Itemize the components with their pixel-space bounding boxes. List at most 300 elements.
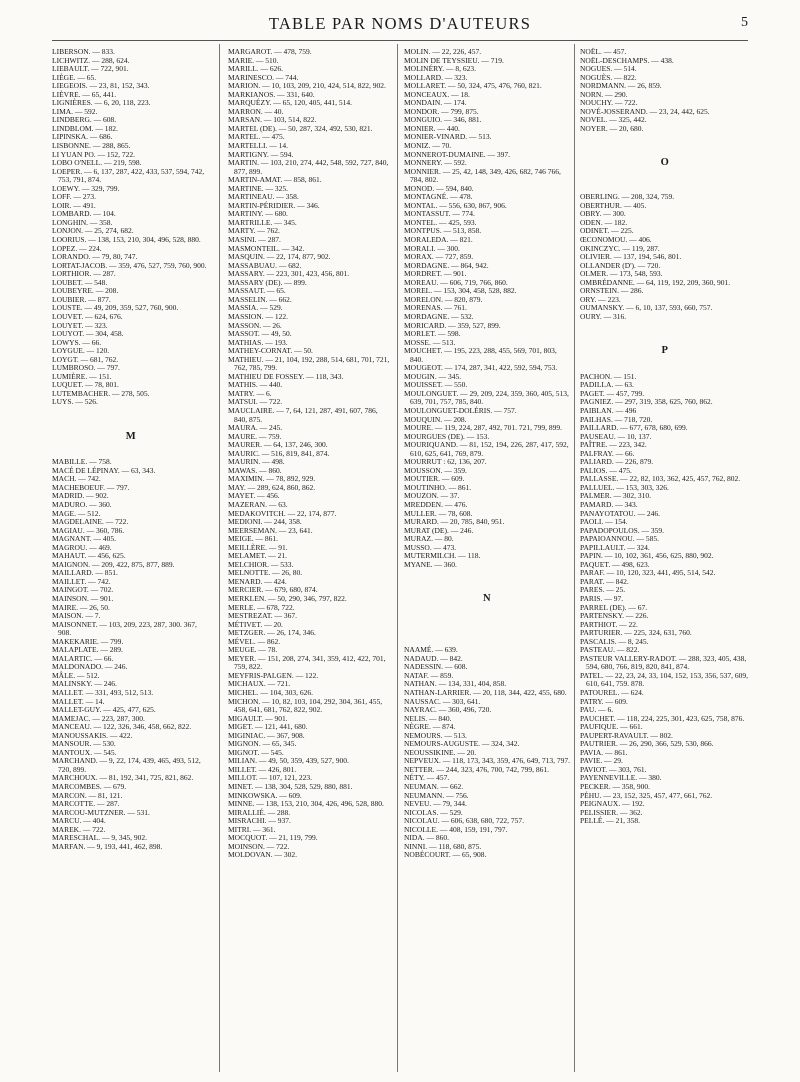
index-entry: MONOD. — 594, 840. [404,183,474,193]
index-entry: MAINGOT. — 702. [52,585,114,595]
section-letter: M [125,430,137,442]
index-entry: NICOLLE. — 408, 159, 191, 797. [404,824,508,834]
index-entry: NORN. — 290. [580,89,628,99]
index-entry: MASQUIN. — 22, 174, 877, 902. [228,252,331,262]
index-column-4 [580,48,750,826]
index-entry: MELCHIOR. — 533. [228,559,294,569]
index-entry: MONGUIO. — 346, 881. [404,115,482,125]
index-entry: NEUMAN. — 662. [404,782,464,792]
index-entry: NATHAN. — 134, 331, 404, 858. [404,679,507,689]
index-entry: MIGINIAC. — 367, 908. [228,730,305,740]
index-entry: MOUTINHO. — 861. [404,482,472,492]
index-entry: MOLINÉRY. — 8, 623. [404,64,476,74]
index-entry: MASSARY (DE). — 899. [228,277,307,287]
index-entry: LIGNIÈRES. — 6, 20, 118, 223. [52,98,151,108]
index-entry: MORAX. — 727, 859. [404,252,474,262]
index-entry: MOUSSON. — 359. [404,465,467,475]
index-entry: MOURIQUAND. — 81, 152, 194, 226, 287, 417, 592, 610, 625, 641, 769, 879. [404,440,569,458]
index-entry: MAGNANT. — 405. [52,534,117,544]
index-entry: NAAMÉ. — 639. [404,645,458,655]
index-entry: MOLIN DE TEYSSIEU. — 719. [404,55,504,65]
index-column-1 [52,48,210,851]
index-entry: NOGUÈS. — 822. [580,72,637,82]
index-entry: NELIS. — 840. [404,713,452,723]
index-entry: OURY. — 316. [580,311,627,321]
index-entry: PASTEAU. — 822. [580,645,640,655]
index-entry: MARTELLI. — 14. [228,141,288,151]
index-entry: MARRON. — 40. [228,106,284,116]
index-entry: MURAT (DE). — 246. [404,525,474,535]
spacer [52,416,210,425]
index-entry: PAILLARD. — 677, 678, 680, 699. [580,423,688,433]
index-entry: MAYET. — 456. [228,491,280,501]
index-entry: MOULONGUET. — 29, 209, 224, 359, 360, 405, 513, 639, 701, 757, 785, 840. [404,388,569,407]
column-divider [574,44,575,1072]
index-entry: LOYGT. — 681, 762. [52,354,119,364]
index-entry: PACHON. — 151. [580,371,637,381]
index-entry: PATOUREL. — 624. [580,688,644,698]
index-entry: PAIBLAN. — 496 [580,405,637,415]
index-entry: MARTY. — 762. [228,226,280,236]
index-entry: MOULONGUET-DOLÉRIS. — 757. [404,405,517,415]
index-entry: MATHIS. — 440. [228,380,283,390]
index-entry: LUQUET. — 78, 801. [52,380,119,390]
index-entry: MACHEBOEUF. — 797. [52,482,130,492]
index-entry: LICHWITZ. — 288, 624. [52,55,130,65]
index-entry: MAISON. — 7. [52,611,101,621]
index-entry: MAIRE. — 26, 50. [52,602,110,612]
spacer [404,569,570,578]
index-entry: LOUVET. — 624, 676. [52,311,123,321]
index-entry: ŒCONOMOU. — 406. [580,235,652,245]
index-entry: NEOUSSIKINE. — 20. [404,747,477,757]
index-entry: MONIER. — 440. [404,123,460,133]
index-entry: MARION. — 10, 103, 209, 210, 424, 514, 822, 902. [228,81,386,91]
index-entry: MASINI. — 287. [228,235,281,245]
index-entry: PELLÉ. — 21, 358. [580,816,640,826]
index-entry: MUSSO. — 473. [404,542,457,552]
spacer [580,142,750,151]
index-entry: LIMA. — 592. [52,106,98,116]
index-entry: MARTIN. — 103, 210, 274, 442, 548, 592, 727, 840, 877, 899. [228,158,389,176]
index-entry: MADURO. — 360. [52,499,112,509]
index-entry: PAGET. — 457, 799. [580,388,645,398]
index-entry: MÉVEL. — 862. [228,636,281,646]
index-entry: MÉTIVET. — 20. [228,619,283,629]
index-entry: MERKLEN. — 50, 290, 346, 797, 822. [228,594,347,603]
index-entry: MATHEY-CORNAT. — 50. [228,346,313,356]
index-entry: MONNERY. — 592. [404,158,467,168]
index-entry: MARTIGNY. — 594. [228,149,294,159]
index-entry: PARAF. — 10, 120, 323, 441, 495, 514, 542. [580,568,716,578]
index-entry: MONDAIN. — 174. [404,98,467,108]
index-entry: MACH. — 742. [52,474,101,484]
index-entry: MELNOTTE. — 26, 80. [228,568,303,578]
index-entry: MASSELIN. — 662. [228,294,292,304]
index-entry: MACÉ DE LÉPINAY. — 63, 343. [52,465,156,475]
index-entry: LOYGUE. — 120. [52,346,110,356]
index-entry: MINET. — 138, 304, 528, 529, 880, 881. [228,782,353,792]
index-entry: PALIARD. — 226, 879. [580,457,654,467]
index-entry: METZGER. — 26, 174, 346. [228,628,316,638]
index-entry: MONCEAUX. — 18. [404,89,470,99]
index-entry: PALFRAY. — 66. [580,448,635,458]
index-entry: MICHEL. — 104, 303, 626. [228,688,313,698]
index-entry: LIÈVRE. — 65, 441. [52,89,117,99]
index-entry: MOLDOVAN. — 302. [228,850,298,860]
index-entry: MERCIER. — 679, 680, 874. [228,585,318,595]
index-entry: MATSUI. — 722. [228,397,283,407]
index-entry: MONIER-VINARD. — 513. [404,132,492,142]
spacer [580,168,750,177]
index-entry: MANSOUR. — 530. [52,739,116,749]
index-entry: MITRI. — 361. [228,824,276,834]
index-entry: PALIOS. — 475. [580,465,632,475]
index-entry: MARTINE. — 325. [228,183,288,193]
index-entry: LORANDO. — 79, 80, 747. [52,252,138,262]
index-entry: MASMONTEIL. — 342. [228,243,305,253]
index-entry: NIDA. — 860. [404,833,449,843]
index-entry: MASSARY. — 223, 301, 423, 456, 801. [228,269,350,279]
index-entry: MOUGEOT. — 174, 287, 341, 422, 592, 594, 753. [404,363,558,373]
index-entry: MANOUSSAKIS. — 422. [52,730,133,740]
index-entry: MORDAGNE. — 532. [404,311,474,321]
index-entry: PARIS. — 97. [580,594,624,603]
index-column-3 [404,48,570,860]
spacer [580,322,750,331]
index-entry: MAILLET. — 742. [52,576,111,586]
index-entry: MIGNON. — 65, 345. [228,739,297,749]
index-entry: MORDAGNE. — 864, 942. [404,260,489,270]
index-entry: LOUBIER. — 877. [52,294,111,304]
index-entry: LOBO O'NELL. — 219, 598. [52,158,142,168]
index-entry: MEILLÈRE. — 91. [228,542,288,552]
spacer [404,621,570,630]
index-entry: MEUGE. — 78. [228,645,278,655]
index-entry: MOURE. — 119, 224, 287, 492, 701. 721, 799, 899. [404,423,563,433]
index-entry: MORENAS. — 761. [404,303,467,313]
index-entry: MURAZ. — 80. [404,534,454,544]
index-entry: MOINSON. — 722. [228,841,290,851]
index-entry: MARFAN. — 9, 193, 441, 462, 898. [52,841,163,851]
index-entry: MAY. — 289, 624, 860, 862. [228,482,316,492]
index-entry: MOUTIER. — 609. [404,474,465,484]
index-entry: NEMOURS-AUGUSTE. — 324, 342. [404,739,520,749]
index-entry: NADAUD. — 842. [404,653,463,663]
index-entry: MANTOUX. — 545. [52,747,117,757]
index-entry: LOEPER. — 6, 137, 287, 422, 433, 537, 594, 742, 753, 791, 874. [52,166,205,185]
index-entry: MARCU. — 404. [52,816,106,826]
index-entry: OLIVIER. — 137, 194, 546, 801. [580,252,682,262]
index-entry: LOEWY. — 329, 799. [52,183,120,193]
index-entry: MEDAKOVITCH. — 22, 174, 877. [228,508,337,518]
index-entry: MAGDELAINE. — 722. [52,517,129,527]
index-entry: LISBONNE. — 288, 865. [52,141,131,151]
index-entry: OLLANDER (D'). — 720. [580,260,661,270]
index-entry: MONNIER. — 25, 42, 148, 349, 426, 682, 746 766, 784, 802. [404,166,561,185]
spacer [404,604,570,613]
section-letter: N [482,593,492,604]
index-entry: LOORIUS. — 138, 153, 210, 304, 496, 528, 880. [52,235,201,245]
index-entry: LORTHIOR. — 287. [52,269,116,279]
index-entry: PAOLI. — 154. [580,517,628,527]
index-entry: MEDIONI. — 244, 358. [228,517,302,527]
index-entry: MONDOR. — 799, 875. [404,106,479,116]
index-entry: MARCON. — 81, 121. [52,790,123,800]
index-entry: PATRY. — 609. [580,696,628,706]
index-entry: PAUSEAU. — 10, 137. [580,431,652,441]
index-entry: PAILHAS. — 718, 720. [580,414,653,424]
index-entry: PAQUET. — 498, 623. [580,559,650,569]
index-entry: NEUMANN. — 756. [404,790,469,800]
index-entry: MASSION. — 122. [228,311,289,321]
index-entry: PANAYOTATOU. — 246. [580,508,660,518]
index-entry: NEMOURS. — 513. [404,730,467,740]
index-entry: PAGNIEZ. — 297, 319, 358, 625, 760, 862. [580,397,713,407]
index-entry: MAWAS. — 860. [228,465,282,475]
index-entry: MONTASSUT. — 774. [404,209,475,219]
page-title: TABLE PAR NOMS D'AUTEURS [268,14,532,33]
index-entry: LOWYS. — 66. [52,337,102,347]
index-entry: PAPIN. — 10, 102, 361, 456, 625, 880, 902. [580,551,714,561]
index-entry: MARINESCO. — 744. [228,72,299,82]
index-entry: MALLET-GUY. — 425, 477, 625. [52,705,156,715]
index-entry: NORDMANN. — 26, 859. [580,81,662,91]
column-divider [219,44,220,1072]
index-entry: PARTURIER. — 225, 324, 631, 760. [580,628,692,638]
index-entry: NEVEU. — 79, 344. [404,799,467,809]
index-entry: MAURIN. — 498. [228,457,285,467]
index-entry: LUYS. — 526. [52,397,98,407]
spacer [52,441,210,450]
index-entry: MINNE. — 138, 153, 210, 304, 426, 496, 528, 880. [228,799,384,809]
index-entry: LOMBARD. — 104. [52,209,116,219]
index-entry: MOLIN. — 22, 226, 457. [404,47,482,56]
index-entry: LI YUAN PO. — 152, 722. [52,149,136,159]
index-entry: ODEN. — 182. [580,217,628,227]
index-entry: OBERLING. — 208, 324, 759. [580,192,675,202]
index-entry: OBRY. — 300. [580,209,626,219]
index-entry: NICOLAU. — 606, 638, 680, 722, 757. [404,816,524,826]
index-entry: OLMER. — 173, 548, 593. [580,269,663,279]
index-entry: NOGUES. — 514. [580,64,637,74]
index-entry: MOUCHET. — 195, 223, 288, 455, 569, 701, 803, 840. [404,346,557,364]
index-entry: NETTER. — 244, 323, 476, 700, 742, 799, 861. [404,764,549,774]
index-entry: MONTPUS. — 513, 858. [404,226,482,236]
index-entry: MIRALLIÉ. — 288. [228,807,291,817]
index-entry: LINDBLOM. — 182. [52,123,118,133]
page-number: 5 [741,15,748,30]
index-entry: MASSON. — 26. [228,320,282,330]
page-header [52,14,748,36]
index-entry: LOUBET. — 548. [52,277,108,287]
index-entry: PECKER. — 358, 900. [580,782,651,792]
index-entry: PAVIA. — 861. [580,747,628,757]
index-entry: PARAT. — 842. [580,576,629,586]
index-entry: PAPILLAULT. — 324. [580,542,650,552]
index-entry: ODINET. — 225. [580,226,634,236]
index-entry: NAUSSAC. — 303, 641. [404,696,481,706]
index-entry: NINNI. — 118, 680, 875. [404,841,482,851]
index-entry: PALLUEL. — 153, 303, 326. [580,482,669,492]
index-entry: MICHAUX. — 721. [228,679,291,689]
index-entry: MURARD. — 20, 785, 840, 951. [404,517,505,527]
index-entry: MOREAU. — 606, 719, 766, 860. [404,277,508,287]
index-entry: PAPAIOANNOU. — 585. [580,534,660,544]
index-entry: MOREL. — 153, 304, 458, 528, 882. [404,286,517,296]
index-entry: MELAMET. — 21. [228,551,288,561]
index-entry: MILLOT. — 107, 121, 223. [228,773,313,783]
index-entry: MORELON. — 820, 879. [404,294,483,304]
index-entry: MARCOU-MUTZNER. — 531. [52,807,150,817]
index-entry: MERLE. — 678, 722. [228,602,295,612]
index-entry: MABILLE. — 758. [52,457,112,467]
index-entry: MARTRILLE. — 345. [228,217,297,227]
index-entry: MREDDEN. — 476. [404,499,468,509]
index-entry: LINDBERG. — 608. [52,115,117,125]
index-entry: MATHIAS. — 193. [228,337,288,347]
index-entry: LIPINSKA. — 686. [52,132,113,142]
index-entry: PÉHU. — 23, 152, 325, 457, 477, 661, 762. [580,790,713,800]
index-entry: MAREK. — 722. [52,824,106,834]
index-entry: MONTAGNÉ. — 478. [404,192,473,202]
index-entry: MOCQUOT. — 21, 119, 799. [228,833,318,843]
index-entry: MAURE. — 759. [228,431,282,441]
index-entry: MARCOTTE. — 287. [52,799,120,809]
index-entry: PATEL. — 22, 23, 24, 33, 104, 152, 153, 356, 537, 609, 610, 641, 759. 878. [580,670,749,689]
index-entry: PAU. — 6. [580,705,614,715]
index-entry: MARTIN-AMAT. — 858, 861. [228,175,322,185]
index-entry: PAUTRIER. — 26, 290, 366, 529, 530, 866. [580,739,714,749]
index-entry: LOUYET. — 323. [52,320,108,330]
index-entry: PARTENSKY. — 226. [580,611,649,621]
index-entry: MARTEL (DE). — 50, 287, 324, 492, 530, 821. [228,123,373,133]
index-entry: MEERSEMAN. — 23, 641. [228,525,313,535]
spacer [580,330,750,339]
index-entry: NAYRAC. — 360, 496, 720. [404,705,492,715]
index-entry: MATHIEU. — 21, 104, 192, 288, 514, 681, 701, 721, 762, 785, 799. [228,354,390,373]
index-entry: MASSIA. — 529. [228,303,283,313]
index-entry: MILIAN. — 49, 50, 359, 439, 527, 900. [228,756,349,766]
index-entry: MARCHAND. — 9, 22, 174, 439, 465, 493, 512, 720, 899. [52,756,201,774]
index-entry: MARGAROT. — 478, 759. [228,47,312,56]
index-entry: MIGNOT. — 545. [228,747,284,757]
index-entry: NICOLAS. — 529. [404,807,463,817]
index-entry: MAINSON. — 901. [52,594,114,603]
index-entry: MUTERMILCH. — 118. [404,551,481,561]
index-entry: MALINSKY. — 246. [52,679,117,689]
index-entry: PARTHIOT. — 22. [580,619,638,629]
index-entry: MAURA. — 245. [228,423,283,433]
index-entry: PADILLA. — 63. [580,380,634,390]
index-entry: MARESCHAL. — 9, 345, 902. [52,833,148,843]
index-entry: LONJON. — 25, 274, 682. [52,226,134,236]
index-entry: NÉTY. — 457. [404,773,450,783]
index-entry: LOUBEYRE. — 208. [52,286,119,296]
index-entry: MARILL. — 626. [228,64,283,74]
index-entry: PAMARD. — 343. [580,499,638,509]
index-entry: MAURER. — 64, 137, 246, 300. [228,440,328,450]
index-entry: ORY. — 223. [580,294,621,304]
index-entry: MALLET. — 14. [52,696,105,706]
spacer [52,407,210,416]
spacer [580,356,750,365]
index-entry: PELISSIER. — 362. [580,807,643,817]
index-entry: LOPEZ. — 224. [52,243,102,253]
index-entry: MASSOT. — 49, 50. [228,329,292,339]
index-entry: MORDRET. — 901. [404,269,467,279]
index-entry: MARKIANOS. — 331, 640. [228,89,315,99]
index-entry: MAURIC. — 516, 819, 841, 874. [228,448,330,458]
index-entry: MOUISSET. — 550. [404,380,468,390]
index-entry: MIGAULT. — 901. [228,713,288,723]
index-entry: MEYER. — 151, 208, 274, 341, 359, 412, 422, 701, 759, 822. [228,653,386,672]
index-entry: OUMANSKY. — 6, 10, 137, 593, 660, 757. [580,303,713,313]
index-entry: MOLLARD. — 323. [404,72,468,82]
spacer [404,578,570,587]
spacer [580,176,750,185]
index-entry: PAPADOPOULOS. — 359. [580,525,665,535]
index-entry: MONIZ. — 70. [404,141,452,151]
index-entry: OKINCZYC. — 119, 287. [580,243,660,253]
index-entry: PEIGNAUX. — 192. [580,799,645,809]
index-entry: MANCEAU. — 122, 326, 346, 458, 662, 822. [52,722,192,732]
index-entry: MEYFRIS-PALGEN. — 122. [228,670,319,680]
index-entry: MATHIEU DE FOSSEY. — 118, 343. [228,371,344,381]
index-entry: MENARD. — 424. [228,576,287,586]
index-entry: MISRACHI. — 937. [228,816,291,826]
index-entry: MARTIN-PÉRIDIER. — 346. [228,200,320,210]
index-entry: MAUCLAIRE. — 7, 64, 121, 287, 491, 607, 786, 840, 875. [228,405,378,424]
index-entry: MARTEL. — 475. [228,132,285,142]
index-entry: PAVIOT. — 303, 761. [580,764,647,774]
index-entry: NOËL. — 457. [580,47,627,56]
spacer [404,629,570,638]
index-entry: LOFF. — 273. [52,192,96,202]
index-entry: MORALI. — 300. [404,243,460,253]
index-entry: LONGHIN. — 358. [52,217,113,227]
index-entry: MARQUÉZY. — 65, 120, 405, 441, 514. [228,98,353,108]
index-entry: NOYER. — 20, 680. [580,123,644,133]
index-entry: LIEBAULT. — 722, 901. [52,64,129,74]
index-entry: MONTAL. — 556, 630, 867, 906. [404,200,507,210]
section-letter: O [660,157,670,169]
index-entry: MAGE. — 512. [52,508,101,518]
index-entry: NOUCHY. — 722. [580,98,638,108]
index-entry: MOUGIN. — 345. [404,371,462,381]
index-entry: MAIGNON. — 209, 422, 875, 877, 889. [52,559,175,569]
index-entry: MYANE. — 360. [404,559,457,569]
section-letter: P [661,345,669,357]
index-entry: MORLET. — 598. [404,329,461,339]
index-entry: MOLLARET. — 50, 324, 475, 476, 760, 821. [404,81,542,91]
index-entry: MATRY. — 6. [228,388,272,398]
index-entry: MAGIAU. — 360, 786. [52,525,125,535]
index-entry: LOUYOT. — 304, 458. [52,329,124,339]
index-entry: PASTEUR VALLERY-RADOT. — 288, 323, 405, 438, 594, 680, 766, 819, 820, 841, 874. [580,653,747,672]
index-entry: NATHAN-LARRIER. — 20, 118, 344, 422, 455, 680. [404,688,567,698]
header-rule [52,40,748,41]
index-entry: MILLET. — 426, 801. [228,764,297,774]
index-entry: NOBÉCOURT. — 65, 908. [404,850,487,860]
index-entry: MARCOMBES. — 679. [52,782,127,792]
index-entry: MOSSE. — 513. [404,337,456,347]
index-entry: LIÈGE. — 65. [52,72,97,82]
index-entry: NEPVEUX. — 118, 173, 343, 359, 476, 649, 713, 797. [404,756,570,766]
index-entry: MAILLARD. — 851. [52,568,118,578]
spacer [404,612,570,621]
index-entry: MALAPLATE. — 289. [52,645,123,655]
